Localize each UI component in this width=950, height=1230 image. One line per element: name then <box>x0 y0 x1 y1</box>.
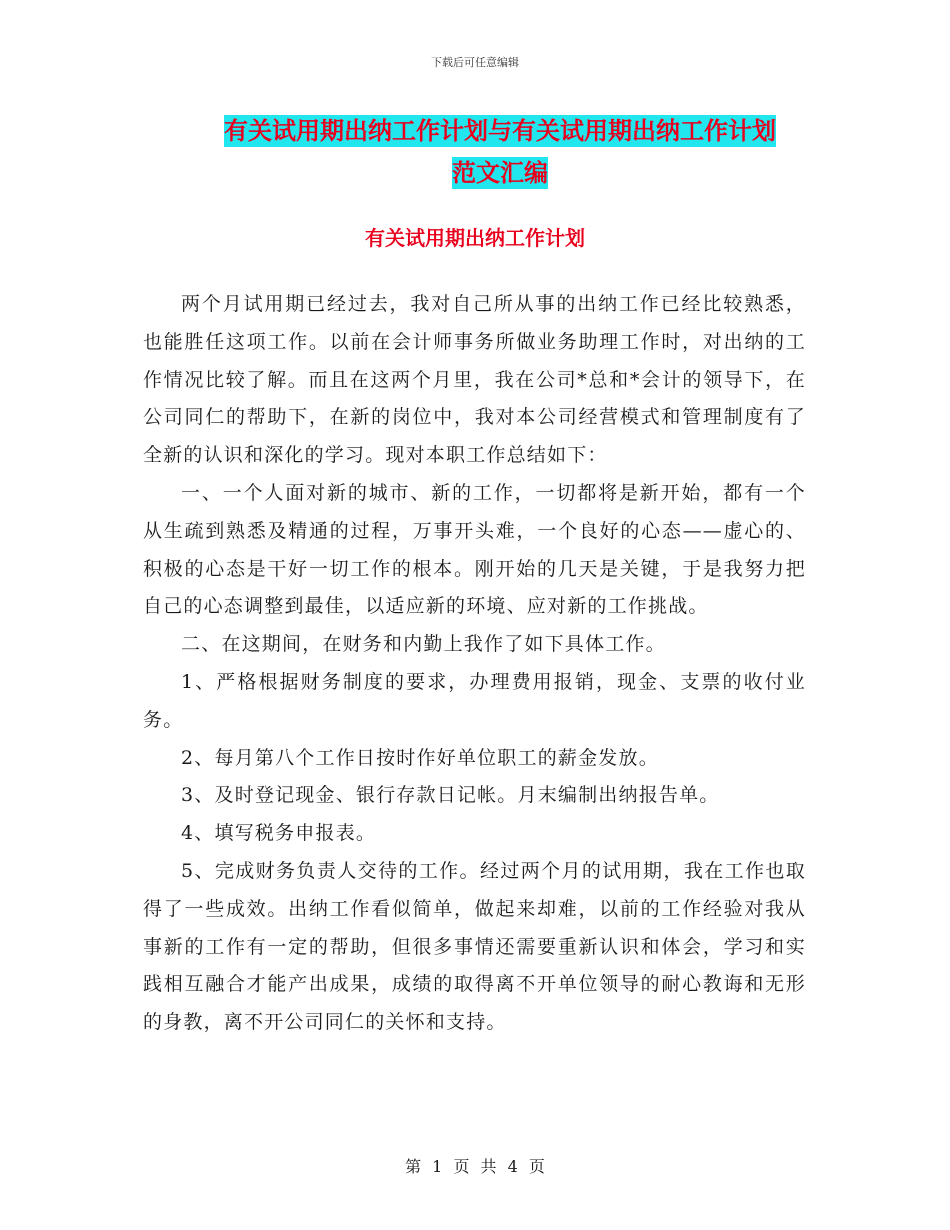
paragraph: 5、完成财务负责人交待的工作。经过两个月的试用期，我在工作也取得了一些成效。出纳工作看似简单，做起来却难，以前的工作经验对我从事新的工作有一定的帮助，但很多事情还需要重新认识和体会，学习和实践相互融合才能产出成果，成绩的取得离不开单位领导的耐心教诲和无形的身教，离不开公司同仁的关怀和支持。 <box>143 859 806 1034</box>
paragraph: 3、及时登记现金、银行存款日记帐。月末编制出纳报告单。 <box>181 784 720 807</box>
header-note: 下载后可任意编辑 <box>431 56 519 69</box>
document-title-line-2: 范文汇编 <box>452 159 548 187</box>
paragraph: 二、在这期间，在财务和内勤上我作了如下具体工作。 <box>181 633 666 656</box>
paragraph: 两个月试用期已经过去，我对自己所从事的出纳工作已经比较熟悉，也能胜任这项工作。以前在会计师事务所做业务助理工作时，对出纳的工作情况比较了解。而且在这两个月里，我在公司*总和*会计的领导下，在公司同仁的帮助下，在新的岗位中，我对本公司经营模式和管理制度有了全新的认识和深化的学习。现对本职工作总结如下： <box>143 293 806 467</box>
body-text <box>143 286 806 1042</box>
paragraph: 一、一个人面对新的城市、新的工作，一切都将是新开始，都有一个从生疏到熟悉及精通的过程，万事开头难，一个良好的心态——虚心的、积极的心态是干好一切工作的根本。刚开始的几天是关键，于是我努力把自己的心态调整到最佳，以适应新的环境、应对新的工作挑战。 <box>143 481 806 618</box>
paragraph: 4、填写税务申报表。 <box>181 822 377 845</box>
document-title <box>190 110 810 194</box>
paragraph: 2、每月第八个工作日按时作好单位职工的薪金发放。 <box>181 746 659 769</box>
paragraph: 1、严格根据财务制度的要求，办理费用报销，现金、支票的收付业务。 <box>143 670 806 731</box>
section-title: 有关试用期出纳工作计划 <box>365 226 585 250</box>
page-footer: 第 1 页 共 4 页 <box>405 1157 545 1176</box>
document-title-line-1: 有关试用期出纳工作计划与有关试用期出纳工作计划 <box>224 117 776 145</box>
